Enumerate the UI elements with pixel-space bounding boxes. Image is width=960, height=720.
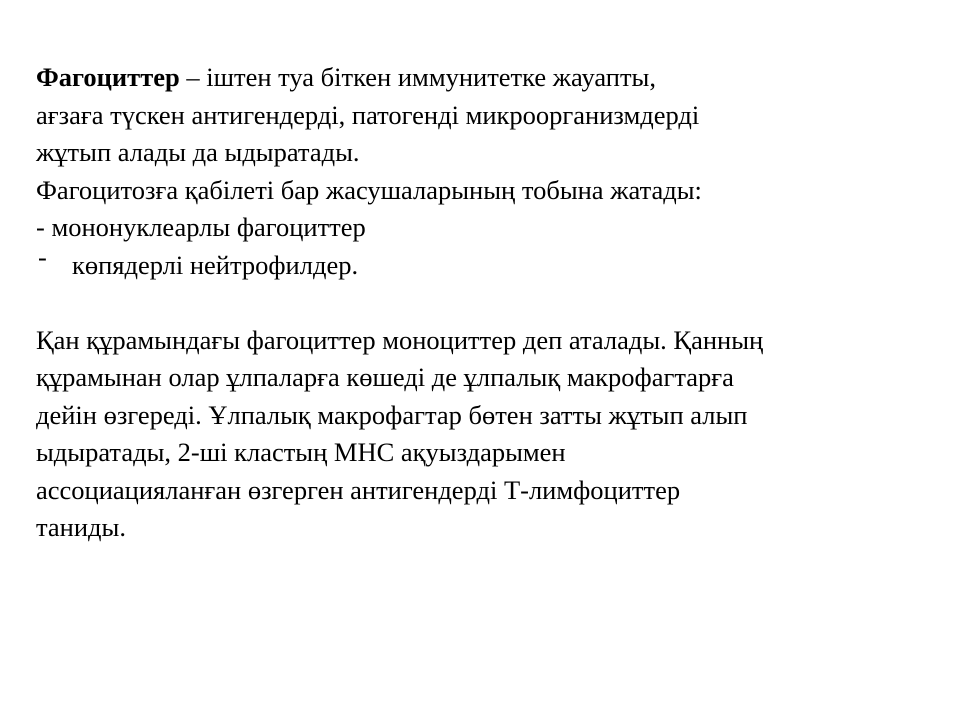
- list-item-mononuclear: - мононуклеарлы фагоциттер: [36, 212, 366, 242]
- list-item-neutrophils: [36, 241, 936, 285]
- intro-line-4: Фагоцитозға қабілеті бар жасушаларының тобына жатады:: [36, 174, 702, 205]
- paragraph-line-3: дейін өзгереді. Ұлпалық макрофагтар бөтен затты жұтып алып: [36, 399, 748, 430]
- list-item-neutrophils-text: көпядерлі нейтрофилдер.: [72, 249, 359, 280]
- term-phagocytes: Фагоциттер: [36, 62, 180, 92]
- paragraph-line-4: ыдыратады, 2-ші кластың МНС ақуыздарымен: [36, 437, 566, 467]
- bullet-dash: -: [38, 241, 47, 272]
- intro-line-2: ағзаға түскен антигендерді, патогенді микроорганизмдерді: [36, 99, 700, 130]
- paragraph-line-6: таниды.: [36, 512, 126, 542]
- paragraph-line-2: құрамынан олар ұлпаларға көшеді де ұлпалық макрофагтарға: [36, 362, 734, 392]
- intro-line-1-rest: – іштен туа біткен иммунитетке жауапты,: [179, 62, 656, 92]
- paragraph-line-5: ассоциацияланған өзгерген антигендерді Т-лимфоциттер: [36, 474, 681, 505]
- intro-line-3: жұтып алады да ыдыратады.: [36, 137, 360, 167]
- intro-line-1: [36, 59, 936, 97]
- paragraph-spacer: [36, 284, 936, 322]
- paragraph-line-1: Қан құрамындағы фагоциттер моноциттер деп аталады. Қанның: [36, 324, 764, 355]
- slide-text: [36, 59, 936, 547]
